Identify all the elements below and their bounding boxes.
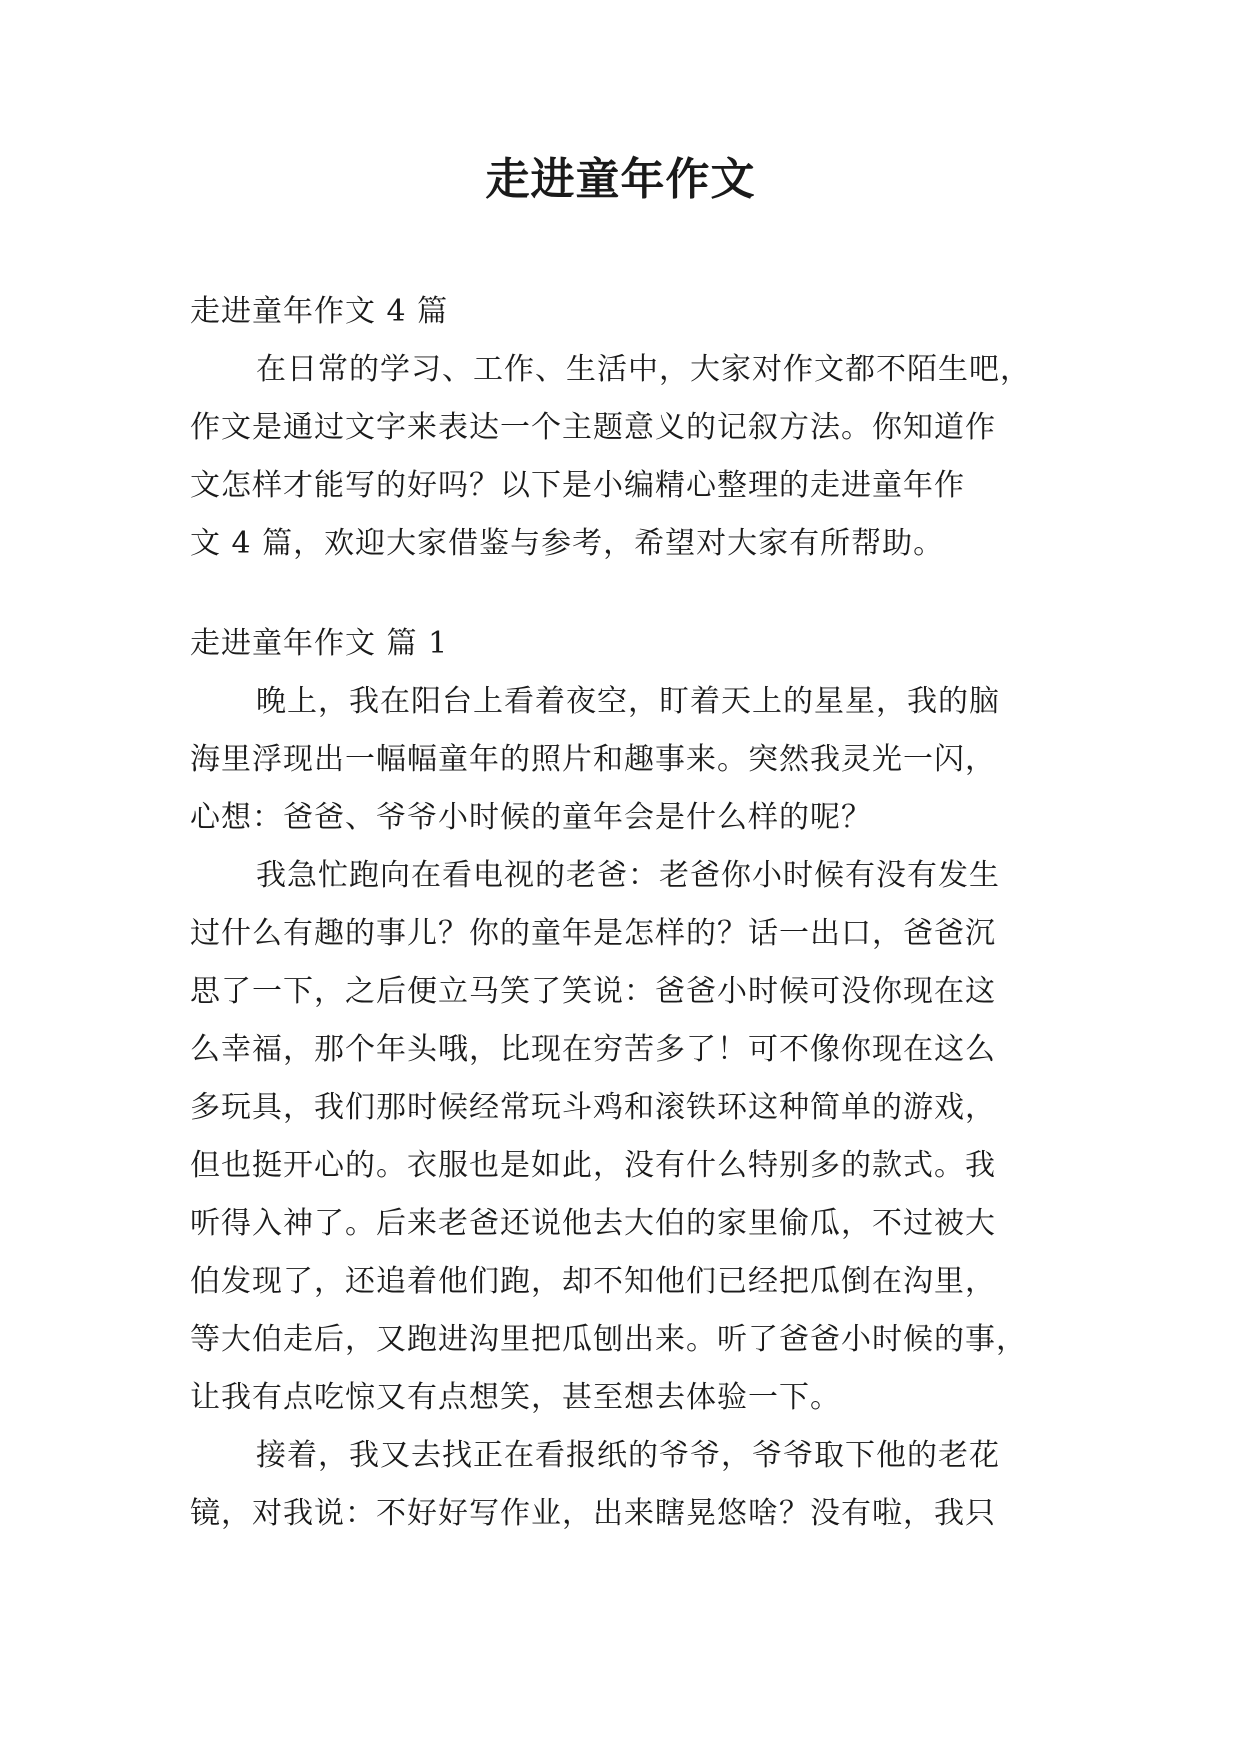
- paragraph-line: 文怎样才能写的好吗？以下是小编精心整理的走进童年作: [190, 468, 965, 503]
- paragraph-line: 么幸福，那个年头哦，比现在穷苦多了！可不像你现在这么: [190, 1032, 996, 1067]
- section-spacer: [190, 573, 1060, 615]
- essay-paragraph: [190, 847, 1060, 1427]
- paragraph-line: 文 4 篇，欢迎大家借鉴与参考，希望对大家有所帮助。: [190, 526, 945, 561]
- paragraph-line: 作文是通过文字来表达一个主题意义的记叙方法。你知道作: [190, 410, 996, 445]
- paragraph-line: 在日常的学习、工作、生活中，大家对作文都不陌生吧，: [256, 352, 1031, 387]
- paragraph-line: 等大伯走后，又跑进沟里把瓜刨出来。听了爸爸小时候的事，: [190, 1322, 1027, 1357]
- paragraph-line: 但也挺开心的。衣服也是如此，没有什么特别多的款式。我: [190, 1148, 996, 1183]
- collection-heading: 走进童年作文 4 篇: [190, 294, 449, 329]
- document-title: 走进童年作文: [485, 154, 756, 205]
- paragraph-line: 镜，对我说：不好好写作业，出来瞎晃悠啥？没有啦，我只: [190, 1496, 996, 1531]
- document-body: [190, 283, 1060, 1543]
- paragraph-line: 听得入神了。后来老爸还说他去大伯的家里偷瓜，不过被大: [190, 1206, 996, 1241]
- paragraph-line: 我急忙跑向在看电视的老爸：老爸你小时候有没有发生: [256, 858, 1000, 893]
- paragraph-line: 海里浮现出一幅幅童年的照片和趣事来。突然我灵光一闪，: [190, 742, 996, 777]
- paragraph-line: 心想：爸爸、爷爷小时候的童年会是什么样的呢？: [190, 800, 872, 835]
- paragraph-line: 晚上，我在阳台上看着夜空，盯着天上的星星，我的脑: [256, 684, 1000, 719]
- paragraph-line: 伯发现了，还追着他们跑，却不知他们已经把瓜倒在沟里，: [190, 1264, 996, 1299]
- intro-paragraph: [190, 341, 1060, 573]
- essay-paragraph: [190, 1427, 1060, 1543]
- paragraph-line: 多玩具，我们那时候经常玩斗鸡和滚铁环这种简单的游戏，: [190, 1090, 996, 1125]
- essay-paragraph: [190, 673, 1060, 847]
- paragraph-line: 接着，我又去找正在看报纸的爷爷，爷爷取下他的老花: [256, 1438, 1000, 1473]
- paragraph-line: 思了一下，之后便立马笑了笑说：爸爸小时候可没你现在这: [190, 974, 996, 1009]
- essay-heading: 走进童年作文 篇 1: [190, 626, 449, 661]
- paragraph-line: 过什么有趣的事儿？你的童年是怎样的？话一出口，爸爸沉: [190, 916, 996, 951]
- paragraph-line: 让我有点吃惊又有点想笑，甚至想去体验一下。: [190, 1380, 841, 1415]
